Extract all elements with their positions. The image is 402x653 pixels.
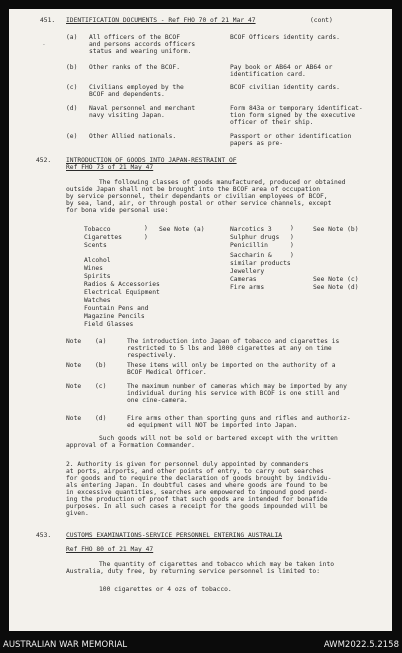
note-a-line-2: restricted to 5 lbs and 1000 cigarettes at any on time [127,345,332,352]
brace: ) [144,225,148,232]
goods-item: Electrical Equipment [84,289,160,296]
para-451-number: 451. [40,17,56,24]
row-451-d-right-2: tion form signed by the executive [230,112,356,119]
row-451-d-right-1: Form 843a or temporary identificat- [230,105,363,112]
note-d-line-1: Fire arms other than sporting guns and rifles and authoriz- [127,415,351,422]
para-452-reference: Ref FHO 73 of 21 May 47 [66,164,154,171]
goods-item: Alcohol [84,257,111,264]
row-451-a-right-1: BCOF Officers identity cards. [230,34,340,41]
document-page [9,9,392,631]
goods-item: Narcotics 3 [230,226,272,233]
note-label: Note [66,362,82,369]
sub2-line-7: purposes. In all such cases a receipt for the goods impounded will be [66,503,328,510]
sub2-line-2: at ports, airports, and other points of entry, to carry out searches [66,468,324,475]
note-letter: (a) [95,338,107,345]
goods-item: Spirits [84,273,111,280]
note-label: Note [66,338,82,345]
para-453-body-1: The quantity of cigarettes and tobacco which may be taken into [99,561,335,568]
para-453-reference: Ref FHO 80 of 21 May 47 [66,546,154,553]
goods-item: Tobacco [84,226,111,233]
goods-item: Watches [84,297,111,304]
note-label: Note [66,415,82,422]
row-451-b-right-1: Pay book or AB64 or AB64 or [230,64,333,71]
row-451-e-left-1: Other Allied nationals. [89,133,177,140]
note-a-line-3: respectively. [127,352,177,359]
sub2-line-6: ing the production of proof that such goods are intended for bonafide [66,496,328,503]
para-452-intro-3: by service personnel, their dependants or civilian employees of BCOF, [66,193,328,200]
note-c-line-3: one cine-camera. [127,397,188,404]
para-452-intro-5: for bona vide personal use: [66,207,169,214]
note-a-line-1: The introduction into Japan of tobacco and cigarettes is [127,338,340,345]
row-451-b-left-1: Other ranks of the BCOF. [89,64,180,71]
goods-item: Cameras [230,276,257,283]
sub2-line-4: als entering Japan. In doubtful cases and where goods are found to be [66,482,328,489]
row-451-e-right-1: Passport or other identification [230,133,352,140]
row-451-a-left-3: status and wearing uniform. [89,48,192,55]
para-452-intro-2: outside Japan shall not be brought into the BCOF area of occupation [66,186,321,193]
goods-item: Sulphur drugs [230,234,280,241]
row-451-b-right-2: identification card. [230,71,306,78]
para-452-intro-4: by sea, land, air, or through postal or other service channels, except [66,200,332,207]
para-452-intro-1: The following classes of goods manufactured, produced or obtained [99,179,346,186]
para-453-allowance: 100 cigarettes or 4 ozs of tobacco. [99,586,232,593]
row-451-d-right-3: officer of their ship. [230,119,314,126]
goods-item: Radios & Accessories [84,281,160,288]
goods-item: Fire arms [230,284,265,291]
goods-item: Scents [84,242,107,249]
para-451-heading: IDENTIFICATION DOCUMENTS - Ref FHO 70 of 21 Mar 47 [66,17,256,24]
archive-footer [0,638,402,653]
row-451-e-right-2: papers as pre- [230,140,284,147]
row-451-c-left-1: Civilians employed by the [89,84,184,91]
goods-item: Jewellery [230,268,265,275]
para-453-body-2: Australia, duty free, by returning service personnel is limited to: [66,568,321,575]
footer-accession-number: AWM2022.5.2158 [323,640,399,650]
goods-right-note: See Note (d) [313,284,359,291]
brace: ) [290,234,294,241]
sub2-line-1: 2. Authority is given for personnel duly appointed by commanders [66,461,309,468]
row-451-c-letter: (c) [66,84,78,91]
para-453-number: 453. [36,532,52,539]
brace: ) [144,234,148,241]
brace: ) [290,242,294,249]
row-451-d-letter: (d) [66,105,78,112]
goods-item: Fountain Pens and [84,305,149,312]
row-451-c-left-2: BCOF and dependents. [89,91,165,98]
para-451-cont: (cont) [310,17,333,24]
goods-item: Saccharin & [230,252,272,259]
goods-item: Cigarettes [84,234,122,241]
goods-item: Wines [84,265,103,272]
footer-institution: AUSTRALIAN WAR MEMORIAL [3,640,128,650]
goods-item: similar products [230,260,291,267]
margin-mark: - [42,41,46,48]
note-c-line-2: individual during his service with BCOF is one still and [127,390,340,397]
note-d-line-2: ed equipment will NOT be imported into Japan. [127,422,298,429]
note-b-line-2: BCOF Medical Officer. [127,369,207,376]
closing-line-1: Such goods will not be sold or bartered except with the written [99,435,338,442]
para-453-heading: CUSTOMS EXAMINATIONS-SERVICE PERSONNEL ENTERING AUSTRALIA [66,532,283,539]
note-c-line-1: The maximum number of cameras which may be imported by any [127,383,347,390]
brace: ) [290,225,294,232]
note-letter: (b) [95,362,107,369]
para-452-heading: INTRODUCTION OF GOODS INTO JAPAN-RESTRAINT OF [66,157,237,164]
note-b-line-1: These items will only be imported on the authority of a [127,362,336,369]
row-451-a-left-1: All officers of the BCOF [89,34,180,41]
closing-line-2: approval of a Formation Commander. [66,442,195,449]
goods-item: Field Glasses [84,321,134,328]
row-451-a-left-2: and persons accords officers [89,41,196,48]
sub2-line-5: in excessive quantities, searches are empowered to impound good pend- [66,489,328,496]
goods-item: Penicillin [230,242,268,249]
note-letter: (c) [95,383,107,390]
row-451-d-left-1: Naval personnel and merchant [89,105,196,112]
note-letter: (d) [95,415,107,422]
goods-item: Magazine Pencils [84,313,145,320]
brace: ) [290,252,294,259]
row-451-a-letter: (a) [66,34,78,41]
goods-right-note: See Note (b) [313,226,359,233]
row-451-b-letter: (b) [66,64,78,71]
sub2-line-8: given. [66,510,89,517]
para-452-number: 452. [36,157,52,164]
row-451-e-letter: (e) [66,133,78,140]
note-label: Note [66,383,82,390]
row-451-d-left-2: navy visiting Japan. [89,112,165,119]
goods-left-note: See Note (a) [159,226,205,233]
goods-right-note: See Note (c) [313,276,359,283]
row-451-c-right-1: BCOF civilian identity cards. [230,84,340,91]
sub2-line-3: for goods and to require the declaration of goods brought by individu- [66,475,332,482]
